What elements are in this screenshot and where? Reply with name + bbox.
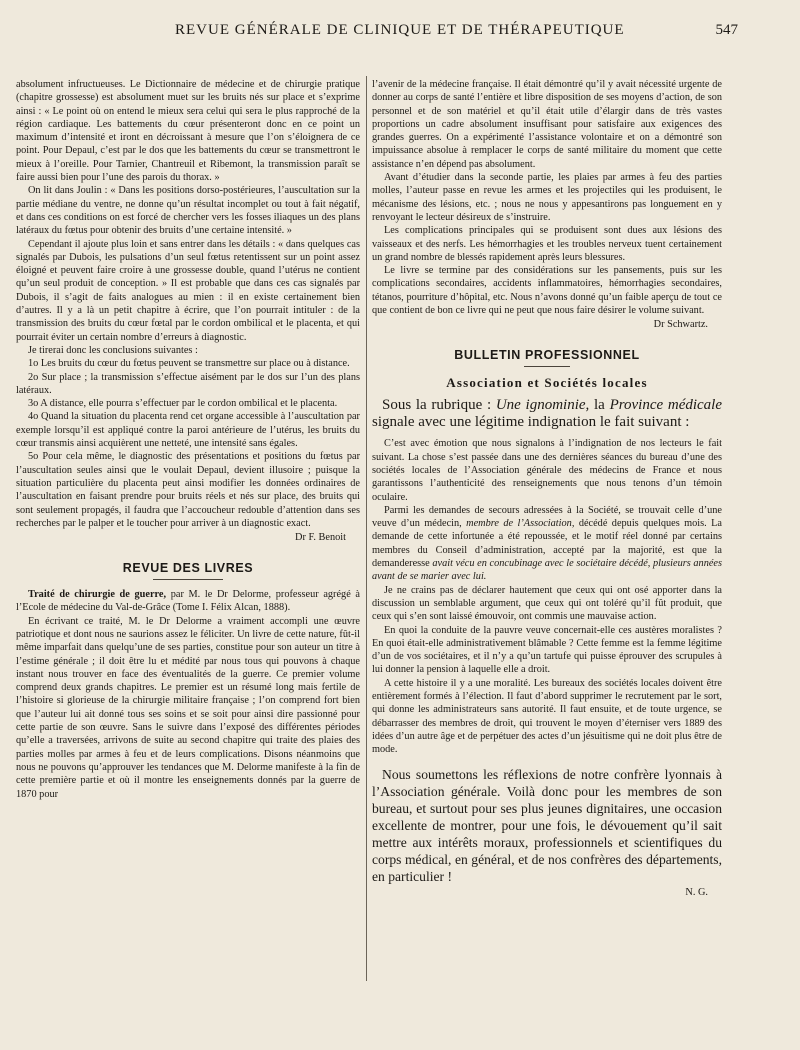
text: Parmi les demandes de secours adressées à la Société, se trouvait celle d’une veuve d’un médecin, xyxy=(372,504,722,530)
text: décédé depuis quelques mois. La demande de cette infortunée a été repoussée, et le motif réel donné par certains membres du Conseil d’administration, accepté par la majorité, est que la demanderesse xyxy=(372,518,722,570)
conclusion-item: 2o Sur place ; la transmission s’effectue aisément par le dos sur l’un des plans latéraux. xyxy=(16,371,360,396)
book-title: Traité de chirurgie de guerre, xyxy=(28,589,167,601)
journal-title: REVUE GÉNÉRALE DE CLINIQUE ET DE THÉRAPEUTIQUE xyxy=(175,22,625,38)
paragraph: l’avenir de la médecine française. Il était démontré qu’il y avait nécessité urgente de donner au corps de santé l’entière et libre disposition de ses moyens d’action, de son personnel et de son matériel et qu’il était utile d’élargir dans de très vastes proportions un cadre absolument insuffisant pour satisfaire aux exigences des grandes guerres. On a expérimenté l’assistance volontaire et on a démontré son impuissance absolue à remplacer le corps de santé militaire du moment que cette assistance n’en dépend pas absolument. xyxy=(372,79,722,170)
column-divider xyxy=(366,76,367,981)
paragraph: Je tirerai donc les conclusions suivantes : xyxy=(28,344,198,356)
page-number: 547 xyxy=(715,22,738,38)
paragraph: On lit dans Joulin : « Dans les positions dorso-postérieures, l’auscultation sur la partie médiane du ventre, ne donne qu’un résultat incomplet ou tout à fait négatif, et dans ces conditions on est forcé de chercher vers les fosses iliaques un des plans latéraux du fœtus pour obtenir des bruits d’une certaine intensité. » xyxy=(16,185,360,237)
paragraph: Les complications principales qui se produisent sont dues aux lésions des vaisseaux et des nerfs. Les hémorrhagies et les troubles nerveux tuent certainement un grand nombre de blessés rapidement après leurs blessures. xyxy=(372,225,722,263)
book-reference xyxy=(16,588,360,615)
conclusion-item: 4o Quand la situation du placenta rend cet organe accessible à l’auscultation par exemple lorsqu’il est appliqué contre la paroi antérieure de l’utérus, les bruits du cœur transmis ainsi acquièrent une netteté, une intensité sans égales. xyxy=(16,411,360,450)
conclusion-item: 1o Les bruits du cœur du fœtus peuvent se transmettre sur place ou à distance. xyxy=(28,358,350,370)
signature: N. G. xyxy=(685,887,708,899)
lead-paragraph xyxy=(372,397,722,431)
conclusion-item: 5o Pour cela même, le diagnostic des présentations et positions du fœtus par l’auscultation seules ainsi que le voulait Depaul, devient illusoire ; puisque la situation particulière du placenta peut ainsi modifier les données ordinaires de l’auscultation en faisant prendre pour bruits réels et nés sur place, des bruits qui sont seulement propagés, il faudra que l’accoucheur redouble d’attention dans ses recherches par le palper et le toucher pour arriver à un diagnostic exact. xyxy=(16,451,360,529)
running-header xyxy=(0,16,800,44)
divider xyxy=(153,579,223,580)
conclusion-item: 3o A distance, elle pourra s’effectuer par le cordon ombilical et le placenta. xyxy=(28,398,338,410)
paragraph: A cette histoire il y a une moralité. Les bureaux des sociétés locales doivent être entièrement formés à l’élection. Il faut d’abord supprimer le recrutement par le sort, qui donne les administrateurs sans autorité. Il faut ensuite, et de toute urgence, se débarrasser des membres de droit, qui trouvent le moyen d’éterniser vers 1889 des idées d’un autre âge et de perpétuer des actes d’un jésuitisme qui ne doit plus être de mode. xyxy=(372,677,722,756)
paragraph: En écrivant ce traité, M. le Dr Delorme a vraiment accompli une œuvre patriotique et dont nous ne saurions assez le féliciter. Un livre de cette nature, fût-il même imparfait dans quelqu’une de ses parties, constitue pour son auteur un titre à l’estime générale ; il doit être lu et médité par nous tous qui pouvons à chaque instant nous trouver en face des éventualités de la guerre. Ce premier volume comprend deux grands chapitres. Le premier est un résumé long mais fertile de l’histoire si glorieuse de la chirurgie militaire française ; l’on comprend fort bien que l’auteur lui ait donné tous ses soins et se soit pour ainsi dire passionné pour cette partie de son œuvre. Sans le suivre dans l’exposé des différentes périodes qu’elle a traversées, arrivons de suite au second chapitre qui traite des plaies des parties molles par armes à feu et de leurs complications. Disons néanmoins que nous ne pouvons qu’approuver les tendances que M. Delorme manifeste à la fin de cette première partie et où il montre les enseignements donnés par la guerre de 1870 pour xyxy=(16,615,360,800)
paragraph: Cependant il ajoute plus loin et sans entrer dans les détails : « dans quelques cas signalés par Dubois, les pulsations d’un seul fœtus retentissent sur un point assez éloigné et peuvent faire croire à une grossesse double, quand l’utérus ne contient qu’un seul produit de conception. » Il est probable que dans ces cas signalés par Dubois, il s’agit de faits analogues au mien : il en existe certainement bien d’autres. Il y a là un petit chapitre à écrire, que l’on pourrait intituler : de la transmission des bruits du cœur fœtal par le cordon ombilical et le placenta, et qui pourrait éviter un certain nombre d’erreurs à diagnostic. xyxy=(16,238,360,343)
paragraph: C’est avec émotion que nous signalons à l’indignation de nos lecteurs le fait suivant. La chose s’est passée dans une des dernières séances du bureau d’une des sociétés locales de l’Association générale des médecins de France et nous garantissons l’authenticité des renseignements que nous tenons d’un témoin oculaire. xyxy=(372,438,722,503)
book-details: par M. le Dr Delorme, professeur agrégé à l’Ecole de médecine du Val-de-Grâce (Tome I. Félix Alcan, 1888). xyxy=(16,589,360,614)
signature: Dr Schwartz. xyxy=(653,319,708,331)
lead-text: signale avec une légitime indignation le fait suivant : xyxy=(372,414,690,431)
signature: Dr F. Benoit xyxy=(295,532,346,544)
right-column xyxy=(372,78,722,898)
lead-italic: Province médicale xyxy=(609,397,722,414)
section-title: BULLETIN PROFESSIONNEL xyxy=(454,348,640,363)
lead-text: Sous la rubrique : xyxy=(382,397,496,414)
paragraph xyxy=(372,504,722,584)
section-subtitle: Association et Sociétés locales xyxy=(446,375,648,391)
italic-text: membre de l’Association, xyxy=(466,518,575,530)
paragraph: Avant d’étudier dans la seconde partie, les plaies par armes à feu des parties molles, l’auteur passe en revue les armes et les projectiles qui les produisent, le mécanisme des lésions, etc. ; nous ne nous y appesantirons pas longuement en y renvoyant le lecteur désireux de s’instruire. xyxy=(372,172,722,223)
lead-italic: Une ignominie, xyxy=(495,397,590,414)
divider xyxy=(524,366,570,367)
section-title: REVUE DES LIVRES xyxy=(122,561,254,576)
paragraph: Le livre se termine par des considérations sur les pansements, puis sur les complications secondaires, accidents inflammatoires, hémorrhagies secondaires, tétanos, pourriture d’hôpital, etc. Nous n’avons donné qu’un faible aperçu de tout ce que contient de bon ce livre qui ne peut que nous faire désirer le volume suivant. xyxy=(372,265,722,317)
left-column xyxy=(16,78,360,801)
paragraph: En quoi la conduite de la pauvre veuve concernait-elle ces austères moralistes ? En quoi était-elle administrativement blâmable ? Cette femme est la femme légitime d’un de vos sociétaires, et il n’y a qu’un tartufe qui puisse éprouver des scrupules à lui donner la pension à laquelle elle a droit. xyxy=(372,624,722,676)
paragraph: Je ne crains pas de déclarer hautement que ceux qui ont osé apporter dans la discussion un semblable argument, que ceux qui ont toléré qu’il fût produit, que ceux qui s’en sont laissé émouvoir, ont commis une mauvaise action. xyxy=(372,584,722,623)
closing-paragraph: Nous soumettons les réflexions de notre confrère lyonnais à l’Association générale. Voilà donc pour les membres de son bureau, et surtout pour ses plus jeunes dignitaires, une occasion excellente de montrer, pour une fois, le dévouement qu’il sait mettre aux intérêts moraux, professionnels et scientifiques du corps médical, en général, et de nos confrères des départements, en particulier ! xyxy=(372,767,722,885)
lead-text: la xyxy=(589,397,610,414)
paragraph: absolument infructueuses. Le Dictionnaire de médecine et de chirurgie pratique (chapitre grossesse) est absolument muet sur les bruits nés sur place et s’exprime ainsi : « Le point où on entend le mieux sera celui qui sera le plus rapproché de la région cardiaque. Les battements du cœur présenteront donc en ce point un maximum d’intensité et iront en décroissant à mesure que l’on s’éloignera de ce point. Pour Depaul, c’est par le dos que les battements du cœur se transmettront le mieux à l’oreille. Pour Tarnier, Chantreuil et Ribemont, la transmission paraît se faire aussi bien pour l’une des parois du thorax. » xyxy=(16,79,360,184)
italic-text: avait vécu en concubinage avec le sociétaire décédé, plusieurs années avant de se marier avec lui. xyxy=(372,558,723,583)
